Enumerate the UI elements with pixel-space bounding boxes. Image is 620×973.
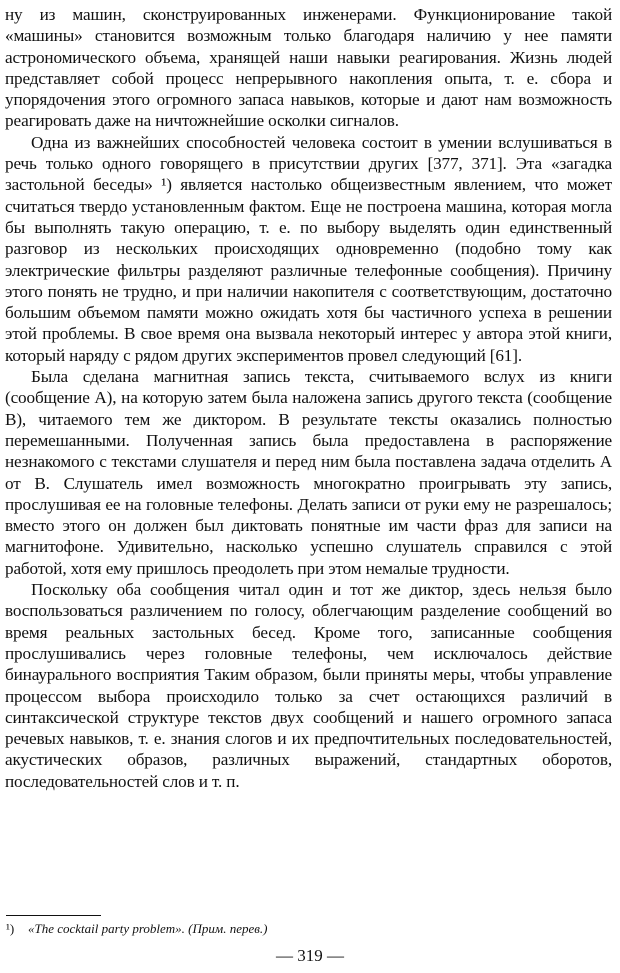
footnote	[6, 921, 267, 937]
footnote-text: «The cocktail party problem». (Прим. перев.)	[28, 921, 268, 936]
footnote-divider	[6, 915, 101, 916]
paragraph-4-conclusion: Поскольку оба сообщения читал один и тот же диктор, здесь нельзя было воспользоваться различением по голосу, облегчающим разделение сообщений во время реальных застольных бесед. Кроме того, записанные сообщения прослушивались через головные телефоны, чем исключалось действие бинаурального восприятия Таким образом, были приняты меры, чтобы управление процессом выбора происходило только за счет остающихся различий в синтаксической структуре текстов двух сообщений и нашего огромного запаса речевых навыков, т. е. знания слогов и их предпочтительных последовательностей, акустических образов, различных выражений, стандартных оборотов, последовательностей слов и т. п.	[5, 580, 612, 791]
paragraph-3-experiment: Была сделана магнитная запись текста, считываемого вслух из книги (сообщение A), на которую затем была наложена запись другого текста (сообщение B), читаемого тем же диктором. В результате тексты оказались полностью перемешанными. Полученная запись была предоставлена в распоряжение незнакомого с текстами слушателя и перед ним была поставлена задача отделить A от B. Слушатель имел возможность многократно проигрывать эту запись, прослушивая ее на головные телефоны. Делать записи от руки ему не разрешалось; вместо этого он должен был диктовать понятные им части фраз для записи на магнитофоне. Удивительно, насколько успешно слушатель справился с этой работой, хотя ему пришлось преодолеть при этом немалые трудности.	[5, 367, 612, 578]
paragraph-1-continuation: ну из машин, сконструированных инженерами. Функционирование такой «машины» становится возможным только благодаря наличию у нее памяти астрономического объема, хранящей наши навыки реагирования. Жизнь людей представляет собой процесс непрерывного накопления опыта, т. е. сбора и упорядочения этого огромного запаса навыков, которые и дают нам возможность реагировать даже на ничтожнейшие осколки сигналов.	[5, 5, 612, 131]
paragraph-2-cocktail-party: Одна из важнейших способностей человека состоит в умении вслушиваться в речь только одного говорящего в присутствии других [377, 371]. Эта «загадка застольной беседы» ¹) является настолько общеизвестным явлением, что может считаться твердо установленным фактом. Еще не построена машина, которая могла бы выполнять такую операцию, т. е. по выбору выделять один единственный разговор из нескольких происходящих одновременно (подобно тому как электрические фильтры разделяют различные телефонные сообщения). Причину этого понять не трудно, и при наличии накопителя с соответствующим, достаточно большим объемом памяти можно ожидать хотя бы частичного успеха в решении этой проблемы. В свое время она вызвала некоторый интерес у автора этой книги, который наряду с рядом других экспериментов провел следующий [61].	[5, 132, 612, 365]
footnote-marker: ¹)	[6, 921, 15, 936]
page-number: — 319 —	[276, 946, 344, 965]
